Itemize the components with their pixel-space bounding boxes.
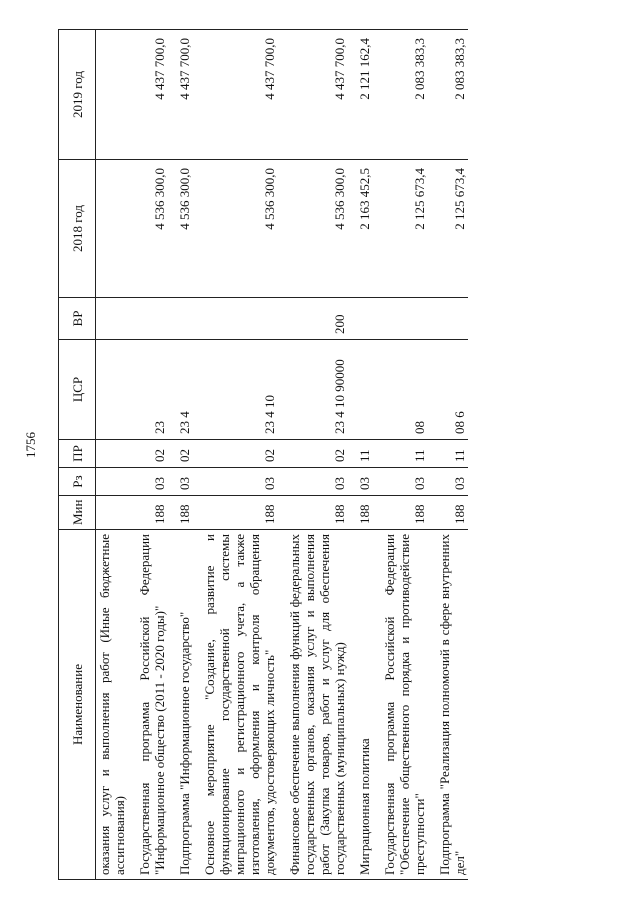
row-2019: 2 083 383,3 (436, 30, 468, 160)
row-name: Государственная программа Российской Федерации "Обеспечение общественного порядка и противодействие преступности" (381, 530, 428, 880)
row-2018: 4 536 300,0 (286, 160, 348, 298)
row-name: Подпрограмма "Информационное государство" (176, 530, 193, 880)
row-csr: 23 4 10 90000 (286, 340, 348, 440)
table-row (96, 30, 129, 880)
table-row (436, 30, 468, 880)
row-rz: 03 (176, 468, 193, 496)
row-2019: 4 437 700,0 (136, 30, 168, 160)
row-vr (176, 298, 193, 340)
table-row (176, 30, 193, 880)
row-pr: 11 (381, 440, 428, 468)
row-2018 (96, 160, 129, 298)
row-min: 188 (356, 496, 373, 530)
header-min: Мин (59, 496, 96, 530)
row-2019: 2 083 383,3 (381, 30, 428, 160)
row-2018: 2 125 673,4 (381, 160, 428, 298)
header-rz: Рз (59, 468, 96, 496)
row-csr: 08 (381, 340, 428, 440)
table-row (286, 30, 348, 880)
row-rz: 03 (286, 468, 348, 496)
row-vr (201, 298, 278, 340)
row-rz: 03 (201, 468, 278, 496)
row-2019 (96, 30, 129, 160)
row-min: 188 (381, 496, 428, 530)
row-csr (96, 340, 129, 440)
row-rz: 03 (381, 468, 428, 496)
header-pr: ПР (59, 440, 96, 468)
row-min: 188 (286, 496, 348, 530)
row-pr (96, 440, 129, 468)
row-rz: 03 (436, 468, 468, 496)
row-name: Финансовое обеспечение выполнения функций федеральных государственных органов, оказания услуг и выполнения работ (Закупка товаров, работ и услуг для обеспечения государственных (муниципальных) нужд) (286, 530, 348, 880)
row-csr: 08 6 (436, 340, 468, 440)
row-pr: 11 (436, 440, 468, 468)
row-csr: 23 4 10 (201, 340, 278, 440)
row-2019: 2 121 162,4 (356, 30, 373, 160)
budget-table (58, 29, 468, 880)
row-name: оказания услуг и выполнения работ (Иные бюджетные ассигнования) (96, 530, 129, 880)
row-min: 188 (436, 496, 468, 530)
row-csr (356, 340, 373, 440)
table-row (356, 30, 373, 880)
row-vr: 200 (286, 298, 348, 340)
row-2018: 4 536 300,0 (136, 160, 168, 298)
table-header-row (59, 30, 96, 880)
page-number: 1756 (23, 432, 38, 458)
table-row (201, 30, 278, 880)
row-name: Государственная программа Российской Федерации "Информационное общество (2011 - 2020 годы)" (136, 530, 168, 880)
row-pr: 02 (136, 440, 168, 468)
row-min (96, 496, 129, 530)
row-2018: 4 536 300,0 (176, 160, 193, 298)
row-rz (96, 468, 129, 496)
row-pr: 02 (201, 440, 278, 468)
row-pr: 11 (356, 440, 373, 468)
row-name: Миграционная политика (356, 530, 373, 880)
row-2019: 4 437 700,0 (286, 30, 348, 160)
header-2019: 2019 год (59, 30, 96, 160)
row-2019: 4 437 700,0 (201, 30, 278, 160)
row-vr (96, 298, 129, 340)
row-csr: 23 (136, 340, 168, 440)
table-row (136, 30, 168, 880)
row-min: 188 (136, 496, 168, 530)
row-name: Подпрограмма "Реализация полномочий в сфере внутренних дел" (436, 530, 468, 880)
row-min: 188 (176, 496, 193, 530)
row-csr: 23 4 (176, 340, 193, 440)
row-rz: 03 (136, 468, 168, 496)
header-vr: ВР (59, 298, 96, 340)
row-name: Основное мероприятие "Создание, развитие и функционирование государственной системы миграционного и регистрационного учета, а также изготовления, оформления и контроля обращения документов, удостоверяющих личность" (201, 530, 278, 880)
row-2019: 4 437 700,0 (176, 30, 193, 160)
header-csr: ЦСР (59, 340, 96, 440)
row-min: 188 (201, 496, 278, 530)
row-vr (381, 298, 428, 340)
row-vr (136, 298, 168, 340)
rotated-table-container (58, 30, 606, 880)
row-rz: 03 (356, 468, 373, 496)
row-pr: 02 (286, 440, 348, 468)
row-vr (356, 298, 373, 340)
row-2018: 2 125 673,4 (436, 160, 468, 298)
table-row (381, 30, 428, 880)
row-vr (436, 298, 468, 340)
header-name: Наименование (59, 530, 96, 880)
row-pr: 02 (176, 440, 193, 468)
table-body (96, 30, 469, 880)
header-2018: 2018 год (59, 160, 96, 298)
row-2018: 4 536 300,0 (201, 160, 278, 298)
row-2018: 2 163 452,5 (356, 160, 373, 298)
